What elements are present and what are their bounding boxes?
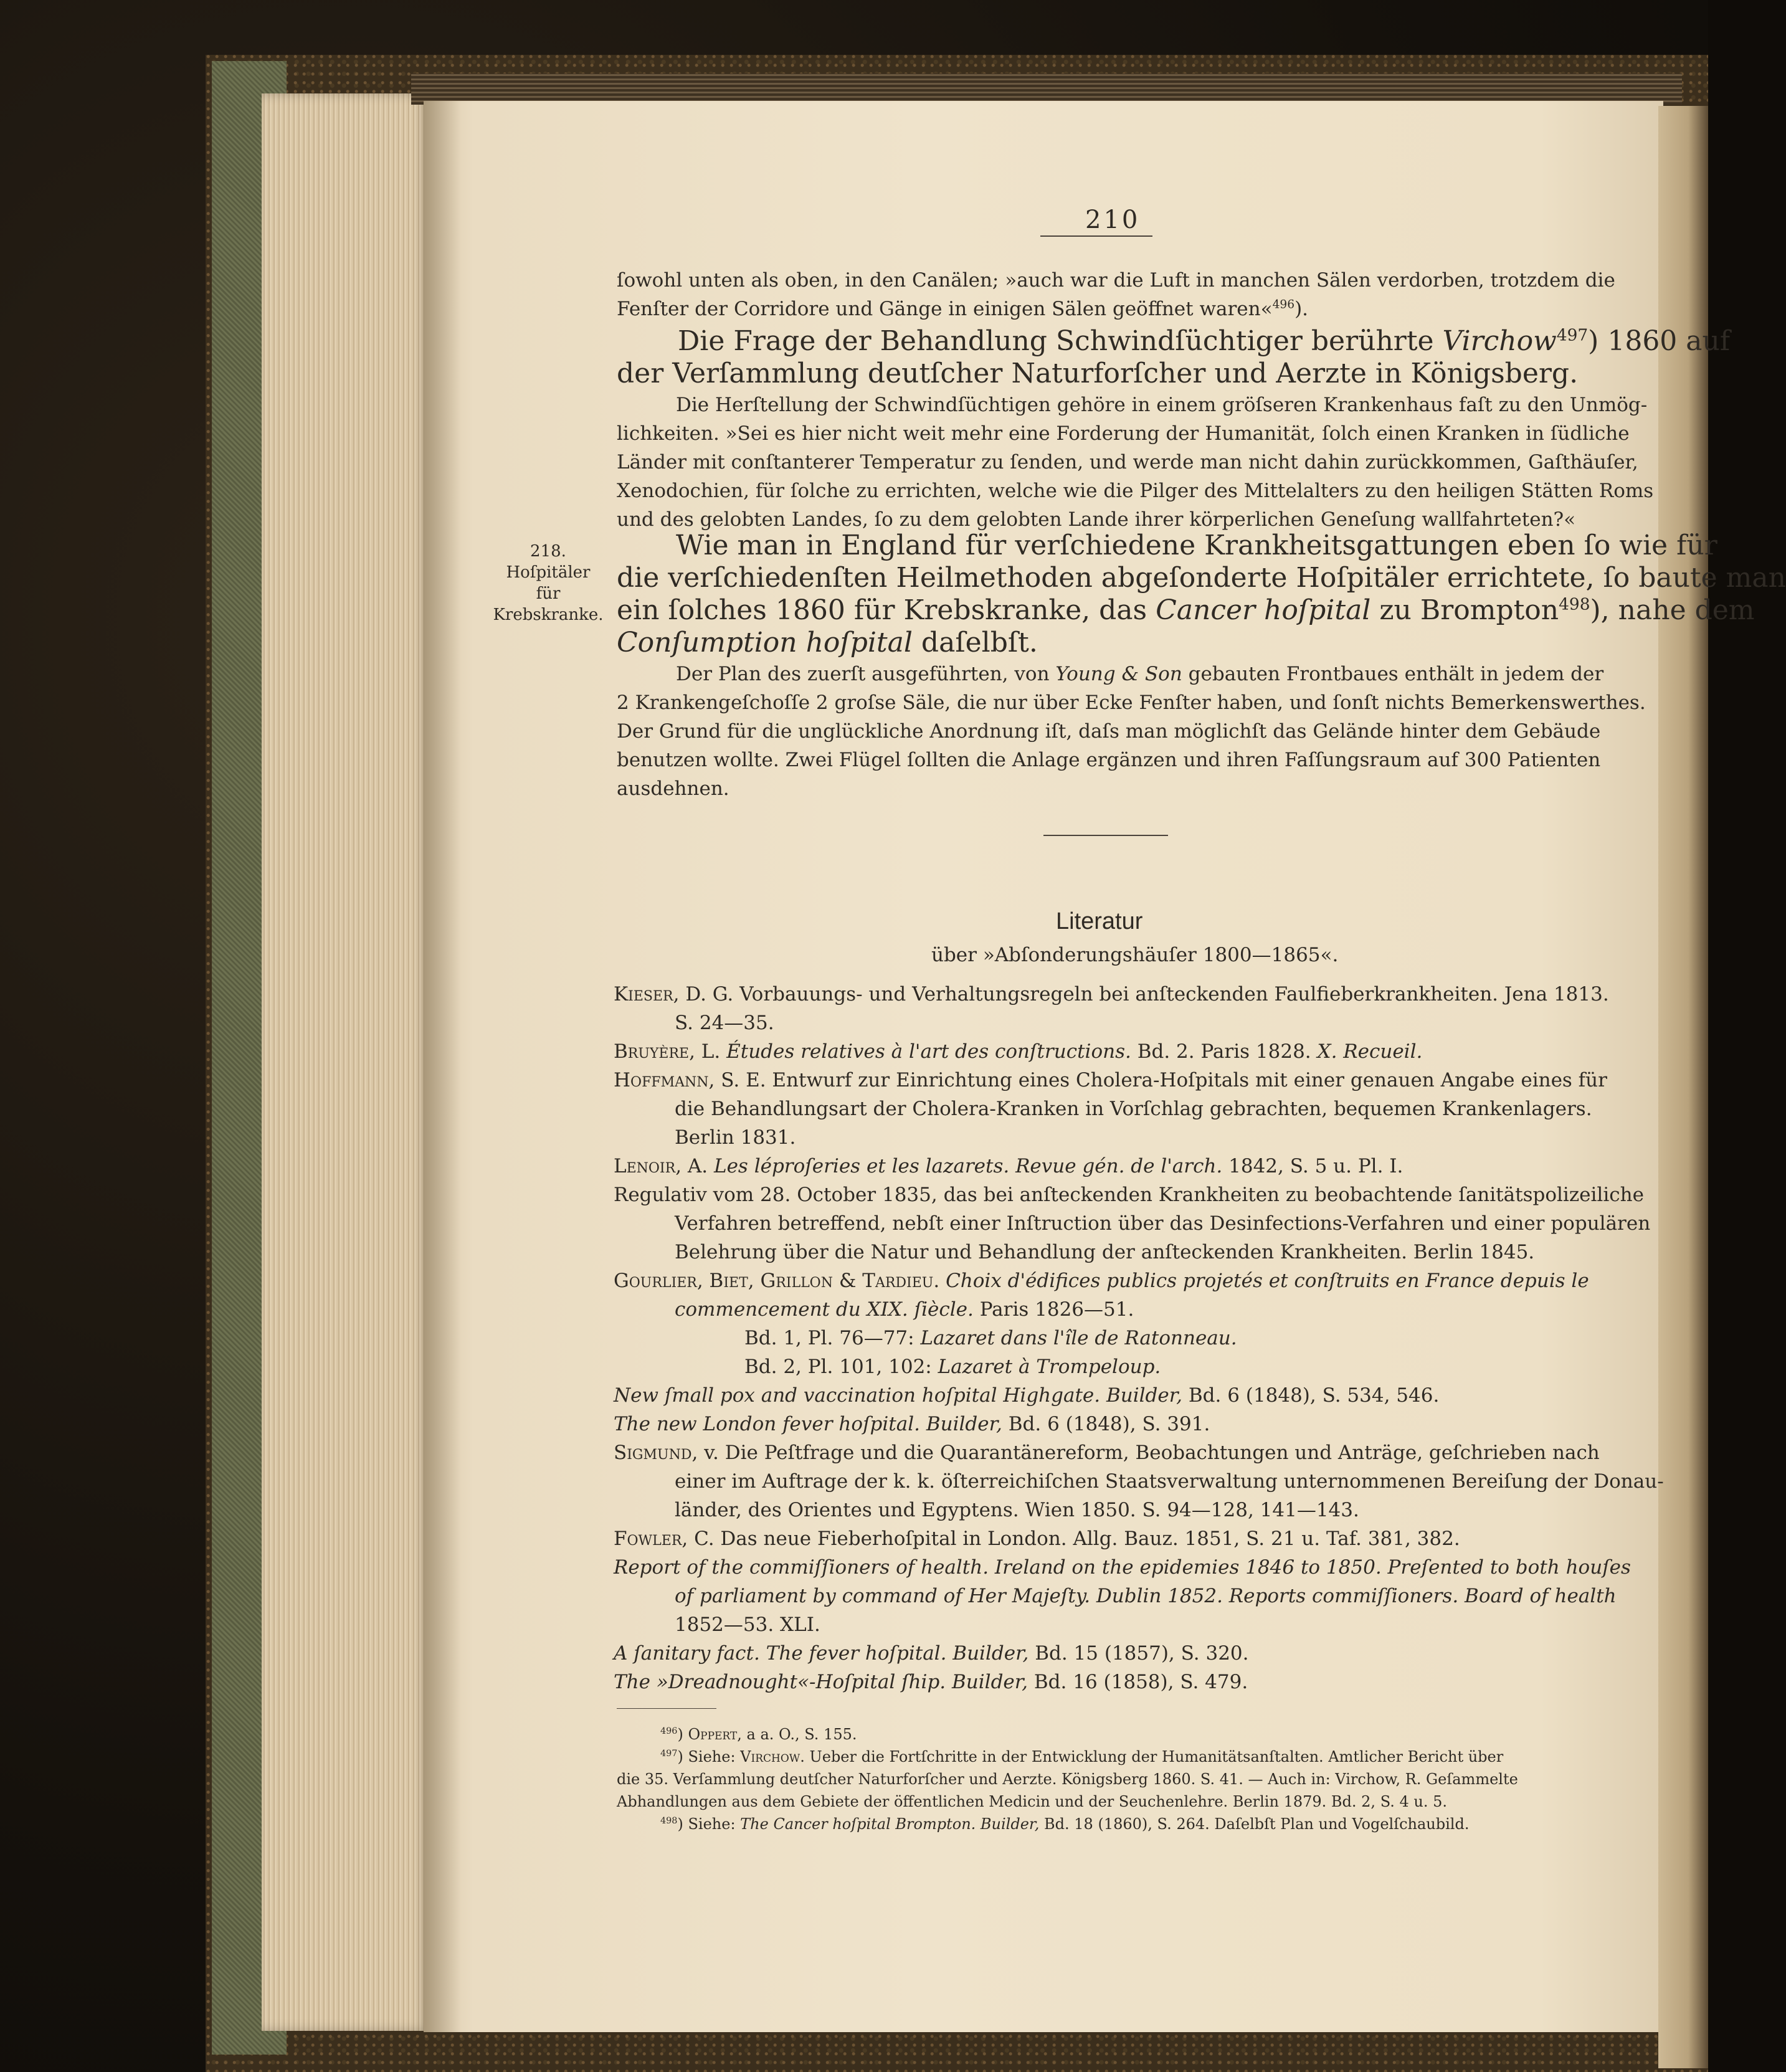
para1-line2-text: Fenſter der Corridore und Gänge in einigen Sälen geöffnet waren« [617, 298, 1273, 320]
footnote-496 [660, 1726, 857, 1743]
bib-sigmund-line1 [614, 1442, 1600, 1464]
bib-sigmund-line2: einer im Auftrage der k. k. öſterreichiſchen Staatsverwaltung unternommenen Bereiſung der Donau- [675, 1470, 1664, 1493]
author-lenoir: Lenoir [614, 1155, 676, 1177]
bib-bruyere-recueil: X. Recueil. [1317, 1040, 1423, 1063]
author-fowler: Fowler [614, 1528, 682, 1550]
para4-line1: Wie man in England für verſchiedene Krankheitsgattungen eben ſo wie für [676, 530, 1717, 561]
bib-gourlier-trompeloup: Lazaret à Trompeloup. [938, 1356, 1161, 1378]
bib-bruyere-initial: , L. [689, 1040, 721, 1063]
bib-gourlier-line2 [675, 1298, 1134, 1321]
para4-line3-mid: zu Brompton [1379, 594, 1559, 626]
bib-fowler-text: , C. Das neue Fieberhoſpital in London. Allg. Bauz. 1851, S. 21 u. Taf. 381, 382. [682, 1528, 1460, 1550]
footnote-496-number: 496 [660, 1726, 678, 1736]
para5-line2: 2 Krankengeſchoſſe 2 groſse Säle, die nur über Ecke Fenſter haben, und ſonſt nichts Bemerkenswerthes. [617, 691, 1646, 714]
bib-lenoir [614, 1155, 1403, 1177]
author-sigmund: Sigmund [614, 1442, 692, 1464]
consumption-hospital: Conſumption hoſpital [617, 627, 913, 658]
bib-lenoir-title: Les léproſeries et les lazarets. Revue gén. de l'arch. [714, 1155, 1223, 1177]
bib-hoffmann-line2: die Behandlungsart der Cholera-Kranken in Vorſchlag gebrachten, bequemen Krankenlagers. [675, 1098, 1592, 1120]
bib-regulativ-line2: Verfahren betreffend, nebſt einer Inſtruction über das Desinfections-Verfahren und einer populären [675, 1212, 1651, 1235]
bib-bruyere [614, 1040, 1422, 1063]
author-hoffmann: Hoffmann [614, 1069, 709, 1091]
margin-section-number: 218. [530, 542, 566, 561]
page-edges [262, 93, 430, 2031]
bib-gourlier-vol2: Bd. 2, Pl. 101, 102: [744, 1356, 932, 1378]
bib-lenoir-pub: 1842, S. 5 u. Pl. I. [1228, 1155, 1404, 1177]
bib-hoffmann-line3: Berlin 1831. [675, 1126, 796, 1149]
para3-line1: Die Herſtellung der Schwindſüchtigen gehöre in einem gröſseren Krankenhaus faſt zu den Unmög- [676, 394, 1648, 416]
footnote-498 [660, 1815, 1469, 1833]
para4-line4-end: daſelbſt. [921, 627, 1038, 658]
bib-gourlier-vol1: Bd. 1, Pl. 76—77: [744, 1327, 914, 1349]
footnote-496-paren: ) [677, 1726, 688, 1743]
gutter-shadow [424, 101, 461, 2032]
footnote-498-title: The Cancer hoſpital Brompton. Builder, [740, 1815, 1040, 1833]
para4-line3 [617, 594, 1755, 626]
margin-note-line2: Hoſpitäler [506, 563, 591, 582]
para2-line1 [678, 325, 1730, 357]
author-bruyere: Bruyère [614, 1040, 690, 1063]
footnote-498-siehe: ) Siehe: [677, 1815, 741, 1833]
bib-dreadnought-title: The »Dreadnought«-Hoſpital ſhip. Builder, [614, 1671, 1028, 1693]
bib-london-fever [614, 1413, 1210, 1435]
bib-smallpox-pub: Bd. 6 (1848), S. 534, 546. [1188, 1384, 1440, 1407]
bib-sigmund-text: , v. Die Peſtfrage und die Quarantänereform, Beobachtungen und Anträge, geſchrieben nach [691, 1442, 1600, 1464]
para1-line1: ſowohl unten als oben, in den Canälen; »auch war die Luft in manchen Sälen verdorben, trotzdem die [617, 269, 1615, 292]
bib-fowler [614, 1528, 1460, 1550]
para1-line2-end: ). [1294, 298, 1309, 320]
para4-line2: die verſchiedenſten Heilmethoden abgeſonderte Hoſpitäler errichtete, ſo baute man [617, 562, 1786, 594]
para3-line3: Länder mit conſtanterer Temperatur zu ſenden, und werde man nicht dahin zurückkommen, Gaſthäuſer, [617, 451, 1638, 473]
bib-hoffmann-text: , S. E. Entwurf zur Einrichtung eines Cholera-Hoſpitals mit einer genauen Angabe eines für [708, 1069, 1607, 1091]
bib-gourlier-pub: Paris 1826—51. [979, 1298, 1134, 1321]
cancer-hospital: Cancer hoſpital [1156, 594, 1371, 626]
footnote-ref-498: 498 [1559, 594, 1590, 614]
bib-sigmund-line3: länder, des Orientes und Egyptens. Wien 1850. S. 94—128, 141—143. [675, 1499, 1359, 1521]
bib-gourlier-title-cont: commencement du XIX. ſiècle. [675, 1298, 974, 1321]
footnote-497-number: 497 [660, 1749, 678, 1759]
bib-kieser-text: , D. G. Vorbauungs- und Verhaltungsregeln bei anſteckenden Faulfieberkrankheiten. Jena 1813. [673, 983, 1609, 1005]
bib-report-line3: 1852—53. XLI. [675, 1613, 820, 1636]
bib-hoffmann-line1 [614, 1069, 1607, 1091]
bib-gourlier-line4 [744, 1356, 1161, 1378]
page-number: 210 [1085, 206, 1141, 234]
bib-kieser-line1 [614, 983, 1609, 1005]
para1-line2 [617, 298, 1308, 320]
bib-gourlier-line1 [614, 1270, 1589, 1292]
author-kieser: Kieser [614, 983, 673, 1005]
bib-smallpox [614, 1384, 1439, 1407]
section-divider [1043, 835, 1168, 836]
para3-line2: lichkeiten. »Sei es hier nicht weit mehr eine Forderung der Humanität, ſolch einen Kranken in ſüdliche [617, 422, 1630, 445]
bib-dreadnought-pub: Bd. 16 (1858), S. 479. [1033, 1671, 1248, 1693]
para5-line1-end: gebauten Frontbaues enthält in jedem der [1188, 663, 1604, 685]
para4-line3-text: ein ſolches 1860 für Krebskranke, das [617, 594, 1147, 626]
literature-subtitle: über »Abſonderungshäuſer 1800—1865«. [931, 944, 1339, 966]
bib-report-line1: Report of the commiſſioners of health. Ireland on the epidemies 1846 to 1850. Preſented to both houſes [614, 1556, 1631, 1579]
bib-smallpox-title: New ſmall pox and vaccination hoſpital Highgate. Builder, [614, 1384, 1183, 1407]
para3-line4: Xenodochien, für ſolche zu errichten, welche wie die Pilger des Mittelalters zu den heiligen Stätten Roms [617, 480, 1654, 502]
footnote-497-line2: die 35. Verſammlung deutſcher Naturforſcher und Aerzte. Königsberg 1860. S. 41. — Auch in: Virchow, R. Geſammelte [617, 1770, 1518, 1788]
footnote-rule [617, 1708, 716, 1709]
para3-line5: und des gelobten Landes, ſo zu dem gelobten Lande ihrer körperlichen Geneſung wallfahrteten?« [617, 508, 1576, 531]
bib-regulativ-line1: Regulativ vom 28. October 1835, das bei anſteckenden Krankheiten zu beobachtende ſanitätspolizeiliche [614, 1184, 1644, 1206]
bib-gourlier-title: Choix d'édifices publics projetés et conſtruits en France depuis le [946, 1270, 1589, 1292]
page-number-rule [1040, 235, 1152, 237]
footnote-497-line3: Abhandlungen aus dem Gebiete der öffentlichen Medicin und der Seuchenlehre. Berlin 1879. Bd. 2, S. 4 u. 5. [617, 1793, 1448, 1810]
bib-lenoir-initial: , A. [675, 1155, 708, 1177]
para5-line3: Der Grund für die unglückliche Anordnung iſt, daſs man möglichſt das Gelände hinter dem Gebäude [617, 720, 1601, 743]
bib-kieser-line2: S. 24—35. [675, 1012, 774, 1034]
bib-sanitary-fact [614, 1642, 1249, 1665]
para2-line2: der Verſammlung deutſcher Naturforſcher und Aerzte in Königsberg. [617, 358, 1579, 389]
footnote-498-number: 498 [660, 1816, 678, 1826]
authors-gourlier: Gourlier, Biet, Grillon & Tardieu. [614, 1270, 940, 1292]
para5-line4: benutzen wollte. Zwei Flügel ſollten die Anlage ergänzen und ihren Faſſungsraum auf 300 Patienten [617, 749, 1601, 771]
para2-line1-text: Die Frage der Behandlung Schwindſüchtiger berührte [678, 325, 1434, 357]
footnote-ref-497: 497 [1556, 325, 1589, 345]
para5-line1-text: Der Plan des zuerſt ausgeführten, von [676, 663, 1050, 685]
next-page-edge [1658, 106, 1708, 2068]
para2-line1-end: ) 1860 auf [1588, 325, 1731, 357]
footnote-497-author: Virchow [740, 1748, 800, 1765]
bib-sanitary-fact-title: A ſanitary fact. The fever hoſpital. Builder, [614, 1642, 1029, 1665]
footnote-498-text: Bd. 18 (1860), S. 264. Daſelbſt Plan und Vogelſchaubild. [1044, 1815, 1470, 1833]
top-page-edges [411, 74, 1682, 105]
para4-line4 [617, 627, 1038, 658]
bib-gourlier-ratonneau: Lazaret dans l'île de Ratonneau. [920, 1327, 1237, 1349]
bib-bruyere-pub: Bd. 2. Paris 1828. [1137, 1040, 1311, 1063]
young-son: Young & Son [1055, 663, 1182, 685]
para4-line3-end: ), nahe dem [1590, 594, 1755, 626]
bib-dreadnought [614, 1671, 1248, 1693]
bib-regulativ-line3: Belehrung über die Natur und Behandlung der anſteckenden Krankheiten. Berlin 1845. [675, 1241, 1535, 1263]
bib-london-fever-title: The new London fever hoſpital. Builder, [614, 1413, 1002, 1435]
footnote-497-text: . Ueber die Fortſchritte in der Entwicklung der Humanitätsanſtalten. Amtlicher Bericht über [800, 1748, 1504, 1765]
margin-note-line3: für [536, 584, 561, 603]
virchow-name: Virchow [1442, 325, 1557, 357]
para5-line5: ausdehnen. [617, 777, 729, 800]
literature-title: Literatur [1056, 908, 1143, 934]
footnote-497-line1 [660, 1748, 1503, 1765]
bib-sanitary-fact-pub: Bd. 15 (1857), S. 320. [1035, 1642, 1249, 1665]
bib-london-fever-pub: Bd. 6 (1848), S. 391. [1008, 1413, 1210, 1435]
footnote-ref-496: 496 [1272, 298, 1295, 311]
book-page [424, 101, 1663, 2032]
bib-bruyere-title: Études relatives à l'art des conſtructions. [726, 1040, 1131, 1063]
margin-note-line4: Krebskranke. [493, 606, 604, 624]
footnote-496-text: , a a. O., S. 155. [737, 1726, 857, 1743]
bib-gourlier-line3 [744, 1327, 1237, 1349]
bib-report-line2: of parliament by command of Her Majeſty. Dublin 1852. Reports commiſſioners. Board of health [675, 1585, 1617, 1607]
footnote-497-siehe: ) Siehe: [677, 1748, 741, 1765]
footnote-496-author: Oppert [688, 1726, 738, 1743]
para5-line1 [676, 663, 1603, 685]
